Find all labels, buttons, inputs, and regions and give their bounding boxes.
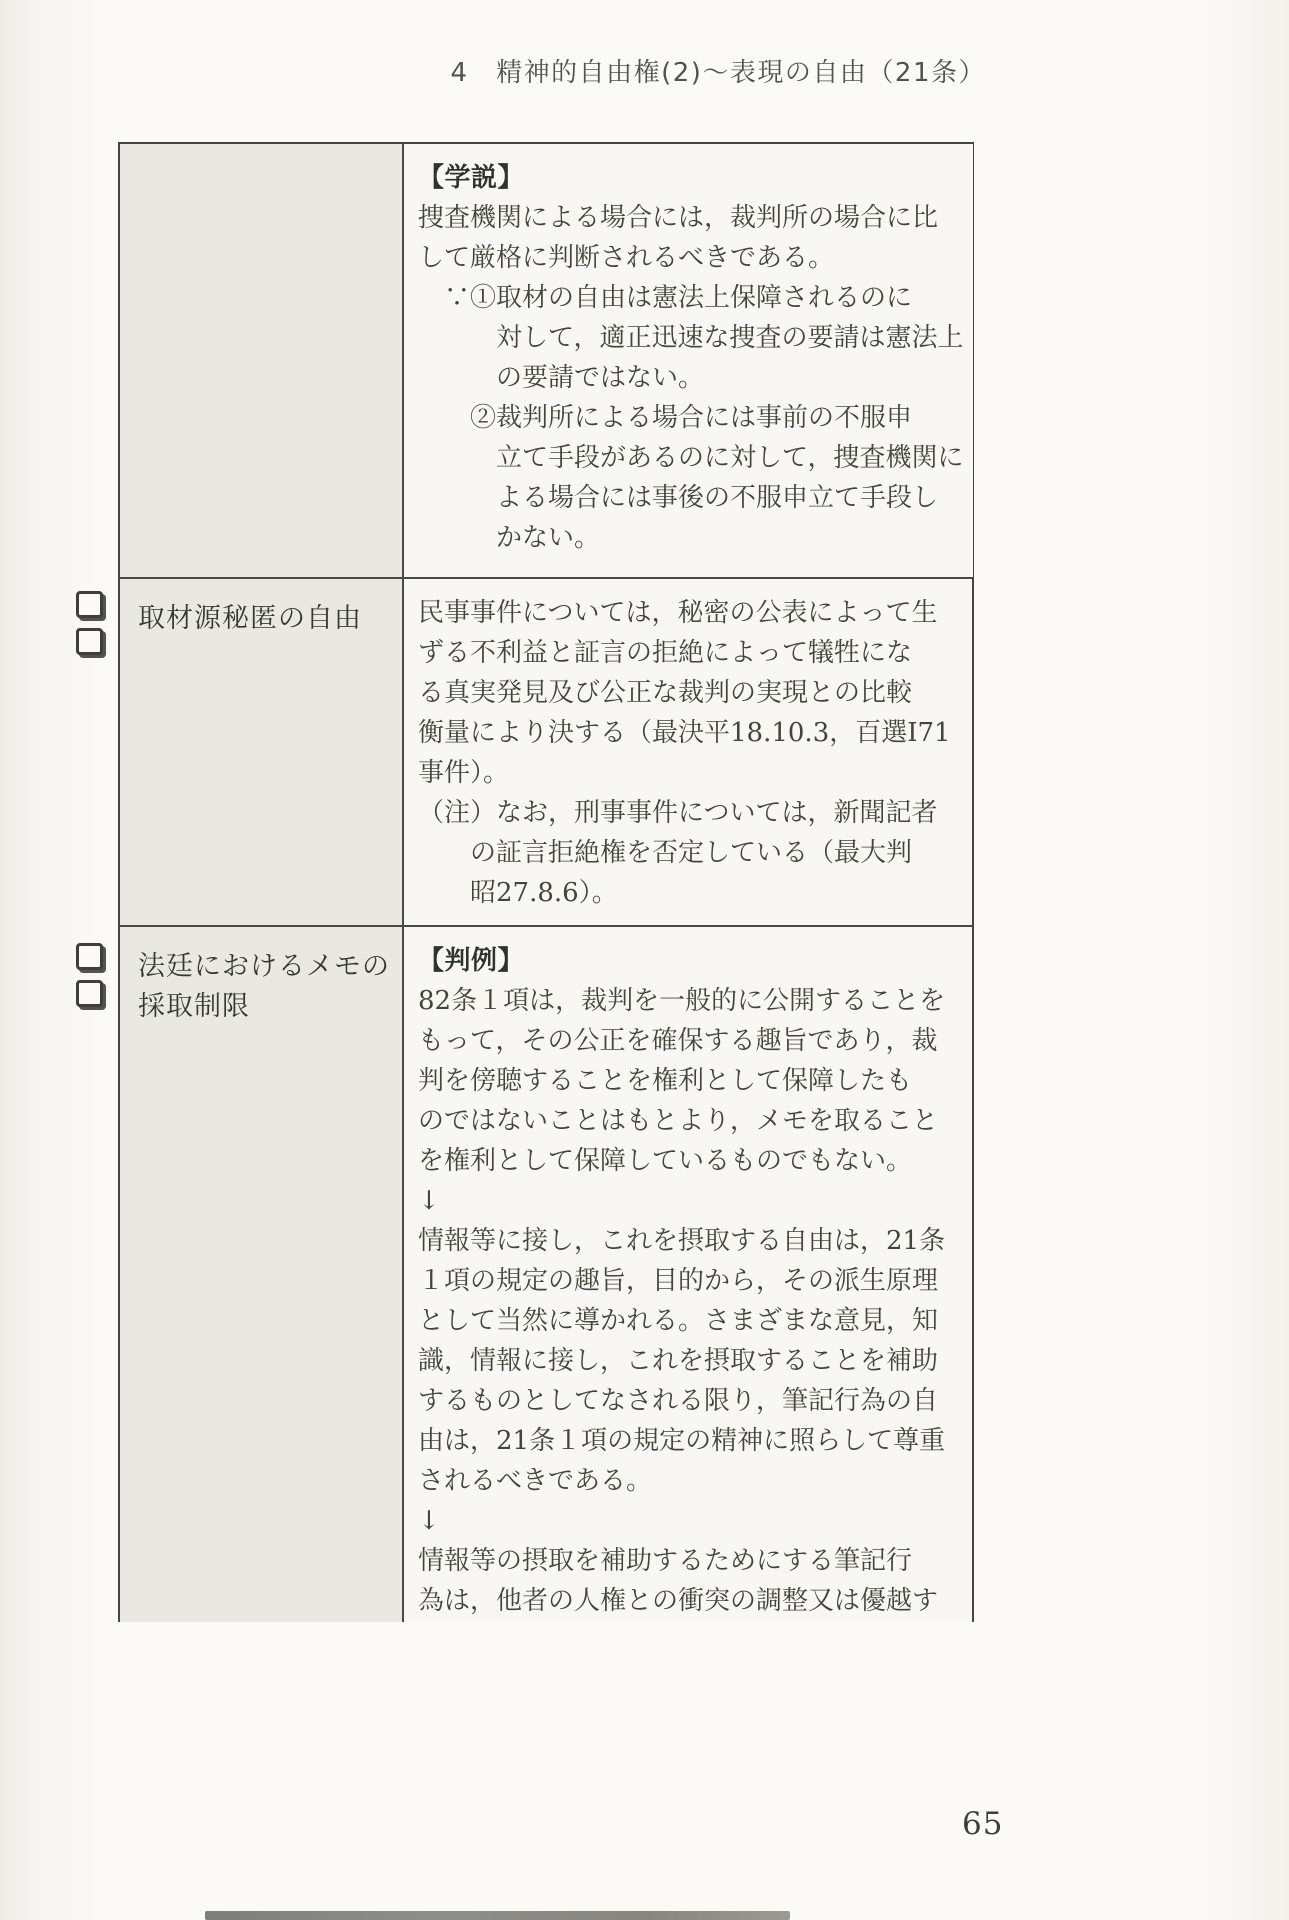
text-line: 情報等の摂取を補助するためにする筆記行 — [418, 1546, 913, 1576]
text-line: 82条１項は，裁判を一般的に公開することを — [418, 986, 946, 1016]
text-line: ↓ — [418, 1506, 440, 1536]
text-line: 昭27.8.6）。 — [470, 878, 618, 908]
text-line: 【学説】 — [418, 163, 525, 193]
text-line: 衡量により決する（最決平18.10.3，百選Ⅰ71 — [418, 718, 951, 748]
text-line: するものとしてなされる限り，筆記行為の自 — [418, 1386, 939, 1416]
checkbox-icon — [76, 628, 103, 655]
checkbox-icon — [76, 591, 103, 618]
text-line: として当然に導かれる。さまざまな意見，知 — [418, 1306, 939, 1336]
text-line: の証言拒絶権を否定している（最大判 — [470, 838, 913, 868]
text-line: よる場合には事後の不服申立て手段し — [496, 483, 939, 513]
text-line: を権利として保障しているものでもない。 — [418, 1146, 913, 1176]
text-line: （注）なお，刑事事件については，新聞記者 — [418, 798, 938, 828]
text-line: 対して，適正迅速な捜査の要請は憲法上 — [496, 323, 964, 353]
text-line: かない。 — [496, 523, 601, 553]
chapter-header: 4 精神的自由権(2)～表現の自由（21条） — [450, 58, 986, 88]
text-line: ∵①取材の自由は憲法上保障されるのに — [444, 283, 913, 313]
row-label-cell — [120, 927, 402, 1622]
text-line: 識，情報に接し，これを摂取することを補助 — [418, 1346, 939, 1376]
table-row — [120, 144, 972, 577]
text-line: のではないことはもとより，メモを取ること — [418, 1106, 939, 1136]
table-row — [120, 577, 972, 925]
row-content-cell — [402, 579, 972, 925]
text-line: 由は，21条１項の規定の精神に照らして尊重 — [418, 1426, 946, 1456]
scan-edge-artifact — [205, 1911, 790, 1920]
text-line: もって，その公正を確保する趣旨であり，裁 — [418, 1026, 938, 1056]
text-line: ずる不利益と証言の拒絶によって犠牲にな — [418, 638, 913, 668]
margin-checkbox-group — [76, 591, 103, 655]
text-line: る真実発見及び公正な裁判の実現との比較 — [418, 678, 913, 708]
row-label-cell — [120, 144, 402, 577]
text-line: 採取制限 — [138, 991, 250, 1022]
table-row — [120, 925, 972, 1622]
text-line: 【判例】 — [418, 946, 525, 976]
text-line: 情報等に接し，これを摂取する自由は，21条 — [418, 1226, 946, 1256]
text-line: して厳格に判断されるべきである。 — [418, 243, 835, 273]
row-label-cell — [120, 579, 402, 925]
text-line: 民事事件については，秘密の公表によって生 — [418, 598, 938, 628]
text-line: 事件）。 — [418, 758, 510, 788]
text-line: の要請ではない。 — [496, 363, 705, 393]
content-table — [118, 142, 974, 1622]
margin-checkbox-group — [76, 943, 103, 1007]
text-line: 為は，他者の人権との衝突の調整又は優越す — [418, 1586, 939, 1616]
text-line: 捜査機関による場合には，裁判所の場合に比 — [418, 203, 939, 233]
row-content-cell — [402, 144, 973, 577]
text-line: ②裁判所による場合には事前の不服申 — [470, 403, 913, 433]
page-number: 65 — [962, 1806, 1004, 1842]
text-line: 法廷におけるメモの — [138, 951, 390, 982]
text-line: 判を傍聴することを権利として保障したも — [418, 1066, 913, 1096]
checkbox-icon — [76, 943, 103, 970]
text-line: 取材源秘匿の自由 — [138, 603, 362, 634]
text-line: されるべきである。 — [418, 1466, 653, 1496]
text-line: １項の規定の趣旨，目的から，その派生原理 — [418, 1266, 939, 1296]
text-line: ↓ — [418, 1186, 440, 1216]
text-line: 立て手段があるのに対して，捜査機関に — [496, 443, 964, 473]
row-content-cell — [402, 927, 972, 1622]
checkbox-icon — [76, 980, 103, 1007]
